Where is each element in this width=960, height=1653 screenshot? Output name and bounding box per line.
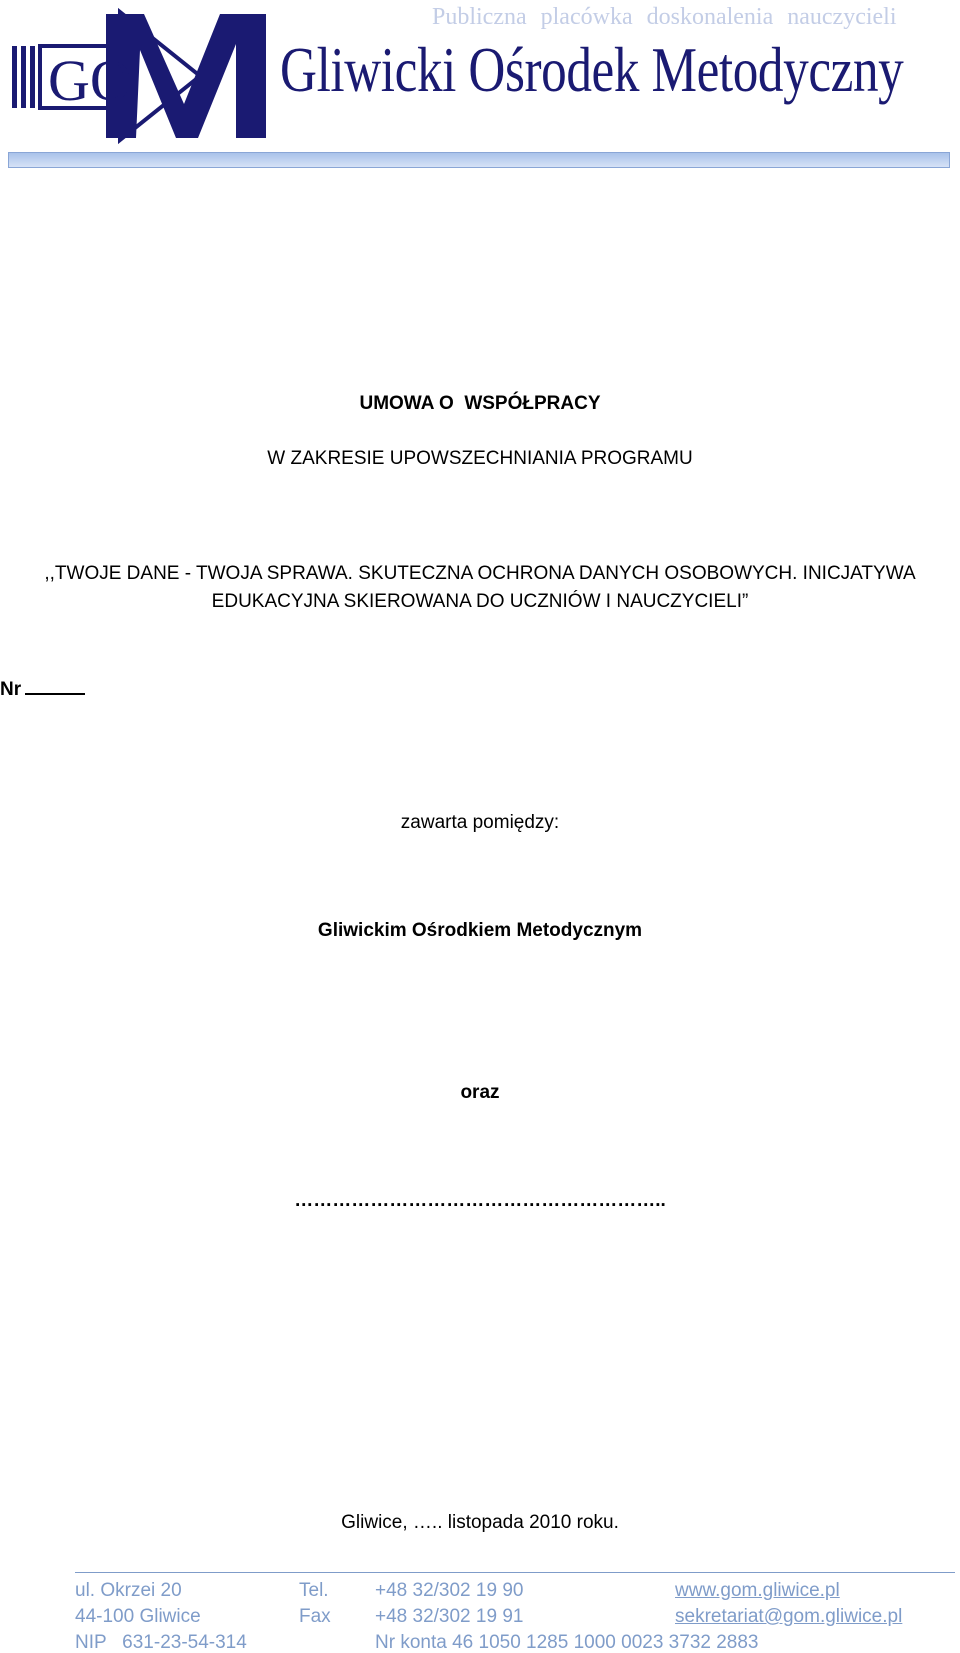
document-title-line-2: W ZAKRESIE UPOWSZECHNIANIA PROGRAMU — [267, 448, 693, 469]
header-rule — [8, 152, 950, 168]
footer-fax-value: +48 32/302 19 91 — [375, 1606, 524, 1627]
logo-letters: GO — [48, 48, 132, 113]
number-blank-field[interactable] — [25, 677, 85, 695]
org-name: Gliwicki Ośrodek Metodyczny — [280, 34, 904, 105]
party-1: Gliwickim Ośrodkiem Metodycznym — [317, 920, 643, 941]
document-title-line-1: UMOWA O WSPÓŁPRACY — [359, 393, 601, 414]
footer-bank-account: Nr konta 46 1050 1285 1000 0023 3732 2883 — [375, 1632, 759, 1653]
between-label: zawarta pomiędzy: — [400, 812, 560, 833]
contract-number — [0, 677, 85, 701]
footer-rule — [75, 1572, 955, 1573]
gom-logo — [10, 6, 290, 148]
footer-nip: NIP 631-23-54-314 — [75, 1632, 247, 1653]
footer-email-link[interactable]: sekretariat@gom.gliwice.pl — [675, 1606, 903, 1627]
and-label: oraz — [460, 1082, 500, 1103]
place-date: Gliwice, ….. listopada 2010 roku. — [341, 1512, 619, 1533]
footer-address-street: ul. Okrzei 20 — [75, 1580, 182, 1601]
number-label: Nr — [0, 679, 22, 700]
party-2-placeholder[interactable]: ………………………………………………….. — [294, 1190, 666, 1211]
letterhead — [0, 0, 960, 170]
footer-fax-label: Fax — [299, 1606, 331, 1627]
footer-tel-value: +48 32/302 19 90 — [375, 1580, 524, 1601]
tagline: Publiczna placówka doskonalenia nauczycieli — [432, 4, 897, 30]
program-title-line-2: EDUKACYJNA SKIEROWANA DO UCZNIÓW I NAUCZYCIELI” — [211, 591, 749, 612]
program-title-line-1: ,,TWOJE DANE - TWOJA SPRAWA. SKUTECZNA OCHRONA DANYCH OSOBOWYCH. INICJATYWA — [44, 563, 916, 584]
footer-website-link[interactable]: www.gom.gliwice.pl — [675, 1580, 840, 1601]
footer-address-city: 44-100 Gliwice — [75, 1606, 201, 1627]
program-title — [0, 560, 960, 616]
footer-tel-label: Tel. — [299, 1580, 329, 1601]
